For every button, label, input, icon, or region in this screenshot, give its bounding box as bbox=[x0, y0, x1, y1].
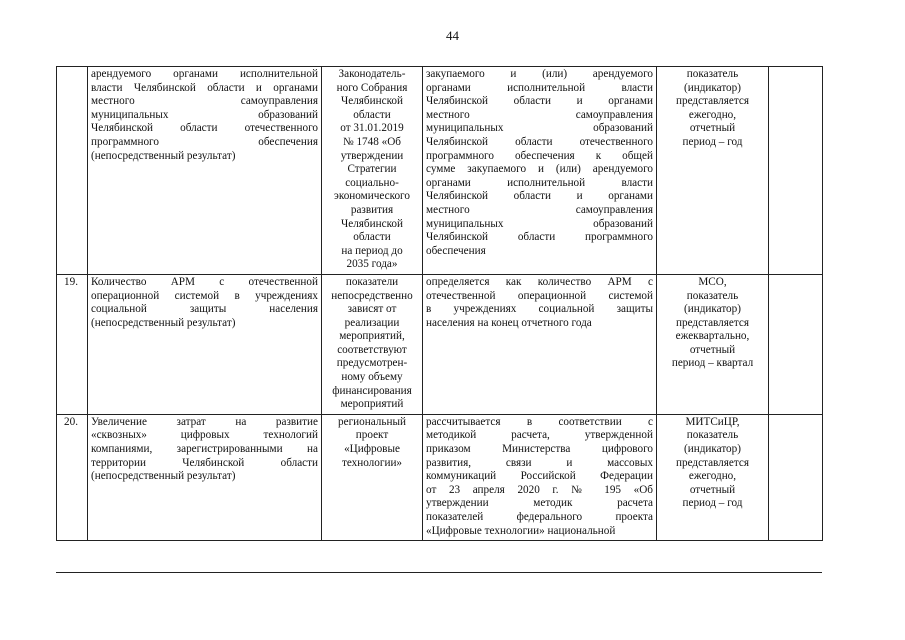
responsible-periodicity-line: МИТСиЦР, bbox=[685, 415, 740, 428]
indicator-name-line: Количество АРМ с отечественной bbox=[91, 275, 318, 288]
calculation-method-line: населения на конец отчетного года bbox=[426, 316, 592, 329]
indicator-basis-line: № 1748 «Об bbox=[342, 135, 401, 148]
responsible-periodicity bbox=[657, 274, 769, 414]
calculation-method-line: определяется как количество АРМ с bbox=[426, 275, 653, 288]
indicator-basis-line: непосредственно bbox=[331, 289, 413, 302]
responsible-periodicity-line: период – квартал bbox=[671, 357, 754, 370]
indicator-basis bbox=[322, 414, 423, 540]
indicator-basis-line: социально- bbox=[345, 176, 399, 189]
calculation-method-line: утверждении методик расчета bbox=[426, 497, 653, 510]
responsible-periodicity-line: показатель bbox=[686, 289, 739, 302]
responsible-periodicity-line: ежеквартально, bbox=[675, 330, 750, 343]
indicator-basis-line: на период до bbox=[341, 244, 403, 257]
calculation-method-line: обеспечения bbox=[426, 244, 486, 257]
responsible-periodicity-line: показатель bbox=[686, 68, 739, 80]
calculation-method-line: приказом Министерства цифрового bbox=[426, 443, 653, 456]
indicator-basis-line: развития bbox=[350, 203, 394, 216]
responsible-periodicity-line: МСО, bbox=[698, 275, 727, 288]
calculation-method-line: Челябинской области и органами bbox=[426, 95, 653, 108]
indicator-name bbox=[88, 67, 322, 275]
calculation-method-line: Челябинской области и органами bbox=[426, 190, 653, 203]
responsible-periodicity-line: ежегодно, bbox=[688, 108, 737, 121]
indicator-name-line: Челябинской области отечественного bbox=[91, 122, 318, 135]
calculation-method-line: программного обеспечения к общей bbox=[426, 149, 653, 162]
indicator-basis-line: мероприятий, bbox=[339, 330, 405, 343]
calculation-method-line: муниципальных образований bbox=[426, 217, 653, 230]
row-number bbox=[57, 67, 88, 275]
indicator-basis-line: Стратегии bbox=[347, 163, 397, 176]
calculation-method-line: Челябинской области программного bbox=[426, 231, 653, 244]
calculation-method bbox=[423, 274, 657, 414]
empty-cell bbox=[769, 274, 823, 414]
table-bottom-edge bbox=[56, 572, 822, 573]
calculation-method-line: коммуникаций Российской Федерации bbox=[426, 470, 653, 483]
calculation-method-line: методикой расчета, утвержденной bbox=[426, 429, 653, 442]
responsible-periodicity-line: отчетный bbox=[689, 343, 736, 356]
indicator-basis-line: Челябинской bbox=[340, 95, 404, 108]
calculation-method bbox=[423, 414, 657, 540]
indicator-basis-line: «Цифровые bbox=[344, 443, 400, 456]
indicator-basis-line: области bbox=[353, 231, 391, 244]
indicator-basis-line: финансирования bbox=[332, 384, 412, 397]
responsible-periodicity-line: период – год bbox=[682, 135, 743, 148]
indicator-basis-line: проект bbox=[355, 429, 389, 442]
calculation-method-line: Челябинской области отечественного bbox=[426, 135, 653, 148]
responsible-periodicity bbox=[657, 414, 769, 540]
calculation-method-line: органами исполнительной власти bbox=[426, 81, 653, 94]
indicator-basis-line: ного Собрания bbox=[336, 81, 408, 94]
calculation-method-line: развития, связи и массовых bbox=[426, 456, 653, 469]
indicator-table bbox=[56, 66, 823, 541]
responsible-periodicity bbox=[657, 67, 769, 275]
indicator-basis bbox=[322, 274, 423, 414]
indicator-basis-line: соответствуют bbox=[337, 343, 407, 356]
calculation-method-line: от 23 апреля 2020 г. № 195 «Об bbox=[426, 483, 653, 496]
indicator-basis-line: технологии» bbox=[341, 456, 403, 469]
calculation-method-line: показателей федерального проекта bbox=[426, 511, 653, 523]
responsible-periodicity-line: отчетный bbox=[689, 122, 736, 135]
indicator-basis-line: Законодатель- bbox=[338, 68, 406, 80]
indicator-basis-line: мероприятий bbox=[340, 398, 404, 411]
table-row bbox=[57, 414, 823, 540]
empty-cell bbox=[769, 414, 823, 540]
indicator-name-line: (непосредственный результат) bbox=[91, 316, 236, 329]
calculation-method-line: местного самоуправления bbox=[426, 108, 653, 121]
responsible-periodicity-line: представляется bbox=[675, 95, 749, 108]
indicator-name-line: Увеличение затрат на развитие bbox=[91, 415, 318, 428]
calculation-method-line: местного самоуправления bbox=[426, 203, 653, 216]
table-row bbox=[57, 274, 823, 414]
indicator-name-line: местного самоуправления bbox=[91, 95, 318, 108]
indicator-basis-line: утверждении bbox=[340, 149, 404, 162]
indicator-basis bbox=[322, 67, 423, 275]
responsible-periodicity-line: представляется bbox=[675, 316, 749, 329]
indicator-basis-line: 2035 года» bbox=[346, 258, 398, 271]
table-row bbox=[57, 67, 823, 275]
indicator-name-line: компаниями, зарегистрированными на bbox=[91, 443, 318, 456]
indicator-basis-line: региональный bbox=[338, 415, 406, 428]
calculation-method-line: «Цифровые технологии» национальной bbox=[426, 524, 616, 537]
indicator-basis-line: экономического bbox=[334, 190, 410, 203]
indicator-basis-line: реализации bbox=[344, 316, 400, 329]
row-number: 19. bbox=[57, 274, 88, 414]
responsible-periodicity-line: (индикатор) bbox=[684, 81, 741, 94]
indicator-basis-line: зависят от bbox=[347, 303, 397, 316]
calculation-method-line: органами исполнительной власти bbox=[426, 176, 653, 189]
responsible-periodicity-line: представляется bbox=[675, 456, 749, 469]
indicator-name-line: программного обеспечения bbox=[91, 135, 318, 148]
calculation-method-line: в учреждениях социальной защиты bbox=[426, 303, 653, 316]
indicator-name-line: арендуемого органами исполнительной bbox=[91, 68, 318, 80]
indicator-basis-line: показатели bbox=[345, 275, 399, 288]
indicator-name-line: территории Челябинской области bbox=[91, 456, 318, 469]
responsible-periodicity-line: (индикатор) bbox=[684, 443, 741, 456]
indicator-name-line: власти Челябинской области и органами bbox=[91, 81, 318, 94]
calculation-method-line: рассчитывается в соответствии с bbox=[426, 415, 653, 428]
indicator-name bbox=[88, 274, 322, 414]
indicator-basis-line: предусмотрен- bbox=[336, 357, 408, 370]
responsible-periodicity-line: (индикатор) bbox=[684, 303, 741, 316]
indicator-basis-line: Челябинской bbox=[340, 217, 404, 230]
calculation-method-line: сумме закупаемого и (или) арендуемого bbox=[426, 163, 653, 176]
indicator-name-line: «сквозных» цифровых технологий bbox=[91, 429, 318, 442]
indicator-name-line: (непосредственный результат) bbox=[91, 470, 236, 483]
indicator-name-line: муниципальных образований bbox=[91, 108, 318, 121]
calculation-method-line: отечественной операционной системой bbox=[426, 289, 653, 302]
page-number: 44 bbox=[446, 28, 459, 43]
calculation-method-line: закупаемого и (или) арендуемого bbox=[426, 68, 653, 80]
row-number: 20. bbox=[57, 414, 88, 540]
responsible-periodicity-line: ежегодно, bbox=[688, 470, 737, 483]
calculation-method-line: муниципальных образований bbox=[426, 122, 653, 135]
empty-cell bbox=[769, 67, 823, 275]
indicator-name-line: социальной защиты населения bbox=[91, 303, 318, 316]
indicator-basis-line: ному объему bbox=[341, 371, 403, 384]
indicator-basis-line: области bbox=[353, 108, 391, 121]
indicator-name-line: (непосредственный результат) bbox=[91, 149, 236, 162]
calculation-method bbox=[423, 67, 657, 275]
indicator-name-line: операционной системой в учреждениях bbox=[91, 289, 318, 302]
responsible-periodicity-line: период – год bbox=[682, 497, 743, 510]
indicator-name bbox=[88, 414, 322, 540]
responsible-periodicity-line: показатель bbox=[686, 429, 739, 442]
indicator-basis-line: от 31.01.2019 bbox=[340, 122, 404, 135]
responsible-periodicity-line: отчетный bbox=[689, 483, 736, 496]
